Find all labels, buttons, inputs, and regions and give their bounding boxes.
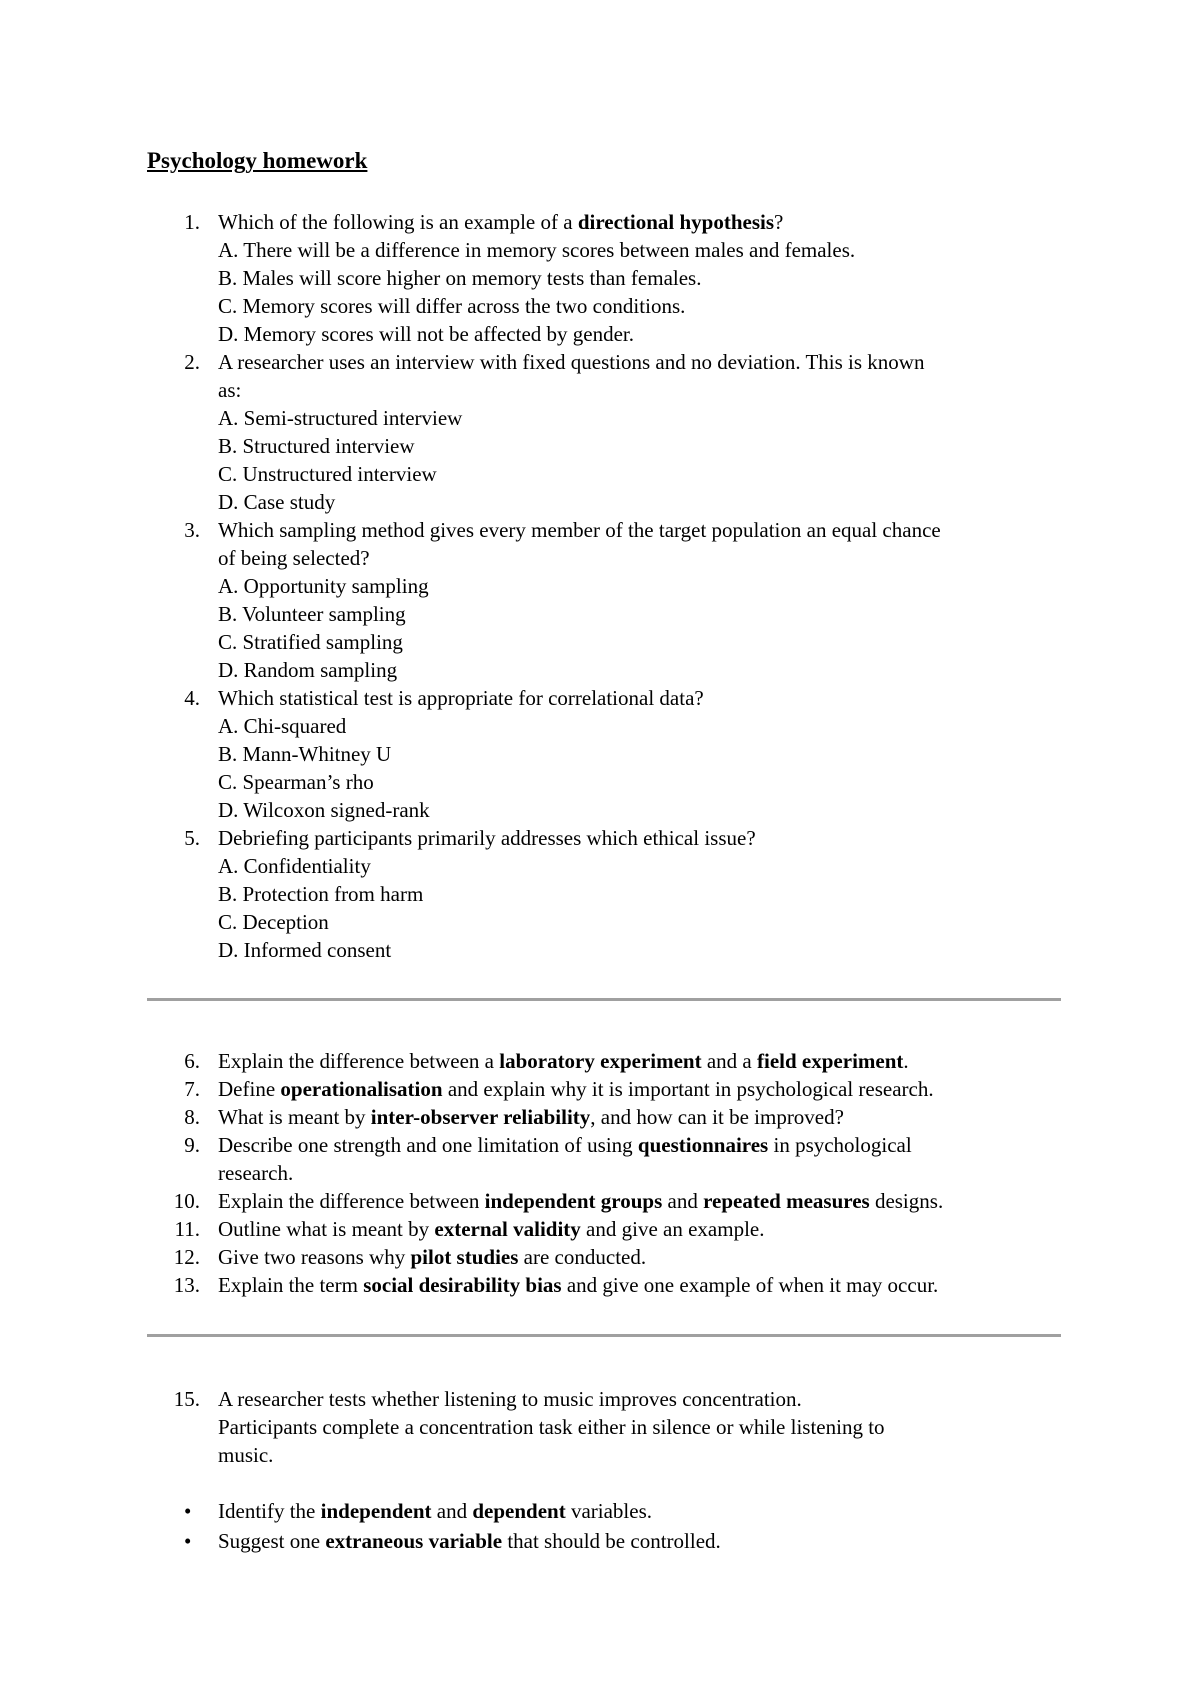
prompt-text: and give an example. [580,1217,765,1241]
question-number: 3. [184,518,200,542]
option-d: D. Wilcoxon signed-rank [218,798,430,822]
prompt-bold-term: laboratory experiment [499,1049,702,1073]
prompt-bold-term: dependent [472,1499,566,1523]
section-divider [147,998,1061,1001]
prompt-bold-term: questionnaires [637,1133,769,1157]
prompt-bold-term: field experiment [757,1049,904,1073]
question-number: 7. [184,1077,200,1101]
question-number: 13. [173,1273,200,1297]
bullet-icon: • [184,1499,192,1523]
prompt-text: Identify the [218,1499,321,1523]
scenario-line-2: Participants complete a concentration task either in silence or while listening to [218,1415,885,1439]
prompt-bold-term: repeated measures [703,1189,870,1213]
prompt-text: and [662,1189,704,1213]
bullet-text [218,1527,721,1555]
question-text [218,1131,912,1159]
prompt-text: Describe one strength and one limitation of using [218,1133,638,1157]
option-a: A. Opportunity sampling [218,574,429,598]
prompt-text: Suggest one [218,1529,326,1553]
prompt-bold-term: social desirability bias [363,1273,562,1297]
bullet-icon: • [184,1529,192,1553]
prompt-bold-term: independent [320,1499,432,1523]
scenario-line-1: A researcher tests whether listening to music improves concentration. [218,1387,802,1411]
prompt-text: are conducted. [518,1245,647,1269]
option-b: B. Mann-Whitney U [218,742,392,766]
prompt-text: and explain why it is important in psychological research. [442,1077,934,1101]
prompt-text: Give two reasons why [218,1245,411,1269]
page-title: Psychology homework [147,148,368,173]
option-d: D. Memory scores will not be affected by gender. [218,322,634,346]
prompt-text: Outline what is meant by [218,1217,435,1241]
option-d: D. Case study [218,490,336,514]
question-text [218,1047,909,1075]
prompt-text: Define [218,1077,281,1101]
prompt-text: in psychological [768,1133,912,1157]
prompt-text: . [903,1049,909,1073]
prompt-text: that should be controlled. [502,1529,721,1553]
prompt-bold-term: independent groups [484,1189,663,1213]
scenario-line-3: music. [218,1443,274,1467]
option-a: A. Confidentiality [218,854,371,878]
option-b: B. Protection from harm [218,882,424,906]
question-text-line-2: research. [218,1161,294,1185]
question-prompt: Debriefing participants primarily addresses which ethical issue? [218,826,756,850]
question-number: 10. [173,1189,200,1213]
prompt-bold-term: directional hypothesis [577,210,775,234]
section-divider [147,1334,1061,1337]
question-text [218,1271,938,1299]
question-number: 11. [174,1217,200,1241]
question-number: 6. [184,1049,200,1073]
prompt-text: , and how can it be improved? [590,1105,844,1129]
question-text [218,1075,934,1103]
option-c: C. Stratified sampling [218,630,403,654]
question-prompt [218,208,783,236]
prompt-text: designs. [869,1189,944,1213]
question-prompt-line-2: as: [218,378,242,402]
option-c: C. Unstructured interview [218,462,437,486]
bullet-text [218,1497,652,1525]
question-number: 12. [173,1245,200,1269]
option-b: B. Volunteer sampling [218,602,406,626]
question-text [218,1103,844,1131]
option-c: C. Memory scores will differ across the two conditions. [218,294,686,318]
question-text [218,1187,943,1215]
prompt-bold-term: pilot studies [410,1245,519,1269]
option-a: A. Semi-structured interview [218,406,463,430]
prompt-bold-term: inter-observer reliability [370,1105,591,1129]
prompt-text: and give one example of when it may occur. [561,1273,939,1297]
question-number: 8. [184,1105,200,1129]
question-prompt-line-2: of being selected? [218,546,370,570]
option-c: C. Deception [218,910,329,934]
prompt-text: ? [774,210,784,234]
question-prompt-line-1: Which sampling method gives every member of the target population an equal chance [218,518,941,542]
question-text [218,1215,764,1243]
question-number: 9. [184,1133,200,1157]
prompt-text: Which of the following is an example of a [218,210,578,234]
option-b: B. Structured interview [218,434,415,458]
question-number: 15. [173,1387,200,1411]
prompt-text: and a [701,1049,758,1073]
option-a: A. Chi-squared [218,714,347,738]
question-prompt-line-1: A researcher uses an interview with fixed questions and no deviation. This is known [218,350,925,374]
question-number: 5. [184,826,200,850]
option-a: A. There will be a difference in memory scores between males and females. [218,238,856,262]
prompt-bold-term: operationalisation [280,1077,443,1101]
option-b: B. Males will score higher on memory tests than females. [218,266,702,290]
question-prompt: Which statistical test is appropriate for correlational data? [218,686,704,710]
question-number: 4. [184,686,200,710]
prompt-text: Explain the difference between [218,1189,485,1213]
option-d: D. Random sampling [218,658,398,682]
option-d: D. Informed consent [218,938,392,962]
question-number: 2. [184,350,200,374]
question-number: 1. [184,210,200,234]
prompt-text: What is meant by [218,1105,371,1129]
option-c: C. Spearman’s rho [218,770,374,794]
prompt-text: Explain the term [218,1273,364,1297]
prompt-text: variables. [565,1499,652,1523]
question-text [218,1243,646,1271]
prompt-text: and [431,1499,473,1523]
prompt-bold-term: external validity [434,1217,581,1241]
prompt-bold-term: extraneous variable [325,1529,503,1553]
prompt-text: Explain the difference between a [218,1049,500,1073]
